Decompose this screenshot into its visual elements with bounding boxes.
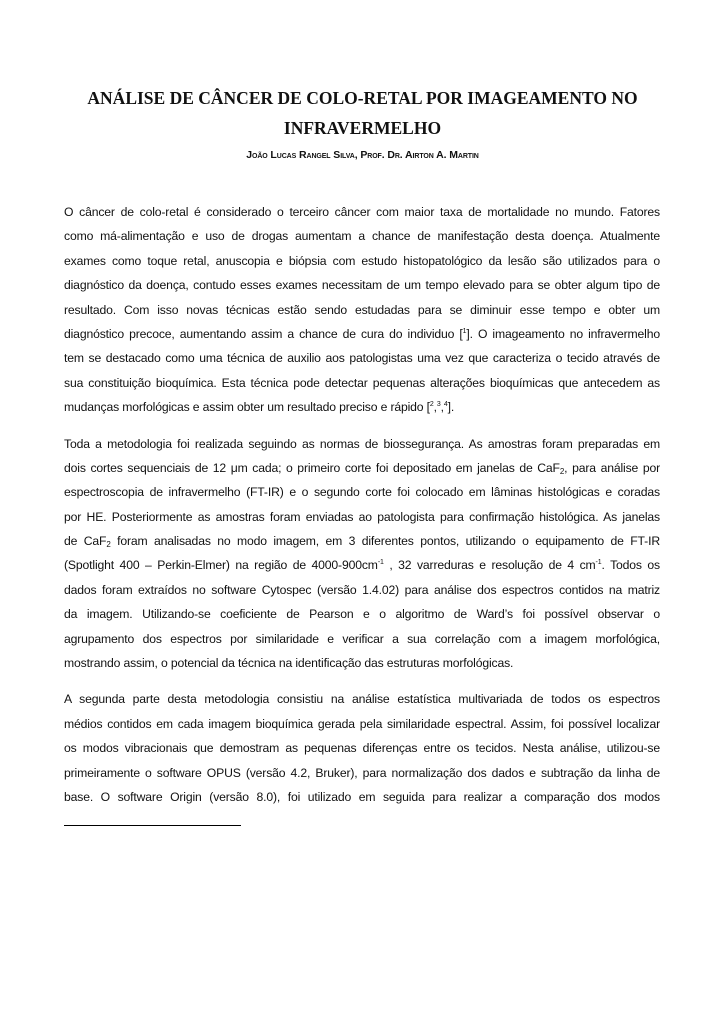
paragraph-2 [64,432,660,676]
text-segment: diagnóstico precoce, aumentando assim a chance de cura do individuo [ [64,326,463,341]
text-segment: A segunda parte desta metodologia consistiu na análise estatística multivariada de todos os espectros [64,692,660,707]
superscript: 1 [462,327,467,335]
text-segment: sua constituição bioquímica. Esta técnica pode detectar pequenas alterações bioquímicas que antecedem as [64,375,660,390]
text-segment: tem se destacado como uma técnica de auxilio aos patologistas uma vez que caracteriza o tecido através de [64,351,660,366]
document-title-line-2: INFRAVERMELHO [283,118,442,138]
text-segment: Toda a metodologia foi realizada seguindo as normas de biossegurança. As amostras foram preparadas em [64,436,660,451]
text-line [64,249,660,273]
text-line [64,395,660,419]
text-segment: O câncer de colo-retal é considerado o terceiro câncer com maior taxa de mortalidade no mundo. Fatores [64,205,660,219]
text-line [64,553,660,577]
text-segment: base. O software Origin (versão 8.0), foi utilizado em seguida para realizar a comparação dos modos [64,789,660,804]
text-line [64,371,660,395]
text-segment: diagnóstico da doença, contudo esses exames necessitam de um tempo elevado para se obter algum tipo de [64,278,660,293]
superscript: 3 [436,401,441,409]
text-segment: exames como toque retal, anuscopia e biópsia com estudo histopatológico da lesão são utilizados para o [64,253,660,268]
superscript: -1 [377,559,384,567]
paragraph-1 [64,200,660,420]
text-segment: resultado. Com isso novas técnicas estão sendo estudadas para se diminuir esse tempo e obter um [64,302,660,317]
document-title-line-1: ANÁLISE DE CÂNCER DE COLO-RETAL POR IMAGEAMENTO NO [87,88,638,108]
text-segment: foram analisadas no modo imagem, em 3 diferentes pontos, utilizando o equipamento de FT-IR [110,534,660,549]
subscript: 2 [559,466,565,476]
text-segment: dados foram extraídos no software Cytospec (versão 1.4.02) para análise dos espectros contidos na matriz [64,582,660,597]
text-segment: , para análise por [564,460,660,475]
text-line [64,529,660,553]
superscript: 4 [443,401,448,409]
text-line [64,322,660,346]
text-line [64,578,660,602]
text-segment: os modos vibracionais que demostram as pequenas diferenças entre os tecidos. Nesta análise, utilizou-se [64,741,660,756]
text-segment: mudanças morfológicas e assim obter um resultado preciso e rápido [ [64,400,430,415]
superscript: -1 [595,559,602,567]
text-line [64,480,660,504]
text-line [64,761,660,785]
text-segment: como má-alimentação e uso de drogas aumentam a chance de manifestação desta doença. Atualmente [64,229,660,244]
authors: João Lucas Rangel Silva, Prof. Dr. Airton A. Martin [246,149,479,161]
text-segment: . Todos os [601,558,660,573]
text-line [64,224,660,248]
text-segment: espectroscopia de infravermelho (FT-IR) e o segundo corte foi colocado em lâminas histológicas e coradas [64,485,660,500]
text-segment: agrupamento dos espectros por similaridade e verificar a sua correlação com a imagem morfológica, [64,631,660,646]
text-segment: de CaF [64,534,107,549]
text-line [64,505,660,529]
text-segment: , [440,400,444,415]
text-line [64,651,660,675]
text-segment: mostrando assim, o potencial da técnica na identificação das estruturas morfológicas. [64,656,514,671]
text-line [64,346,660,370]
text-segment: , 32 varreduras e resolução de 4 cm [383,558,596,573]
text-segment: (Spotlight 400 – Perkin-Elmer) na região de 4000-900cm [64,558,378,573]
text-line [64,298,660,322]
text-segment: ]. O imageamento no infravermelho [466,326,660,341]
text-segment: da imagem. Utilizando-se coeficiente de Pearson e o algoritmo de Ward’s foi possível observar o [64,607,660,622]
text-line [64,432,660,456]
text-line [64,736,660,760]
text-line [64,712,660,736]
text-line [64,602,660,626]
text-line [64,273,660,297]
text-line [64,200,660,224]
text-segment: primeiramente o software OPUS (versão 4.2, Bruker), para normalização dos dados e subtração da linha de [64,765,660,780]
document-body [64,200,660,821]
text-segment: médios contidos em cada imagem bioquímica gerada pela similaridade espectral. Assim, foi possível localizar [64,716,660,731]
text-segment: dois cortes sequenciais de 12 μm cada; o primeiro corte foi depositado em janelas de CaF [64,460,560,475]
paragraph-3 [64,687,660,809]
text-segment: , [433,400,437,415]
subscript: 2 [106,540,111,550]
text-line [64,785,660,809]
footnote-separator [64,825,241,826]
text-segment: por HE. Posteriormente as amostras foram enviadas ao patologista para confirmação histológica. As janelas [64,509,660,524]
text-line [64,627,660,651]
superscript: 2 [429,401,434,409]
text-segment: ]. [447,400,455,415]
text-line [64,456,660,480]
text-line [64,687,660,711]
